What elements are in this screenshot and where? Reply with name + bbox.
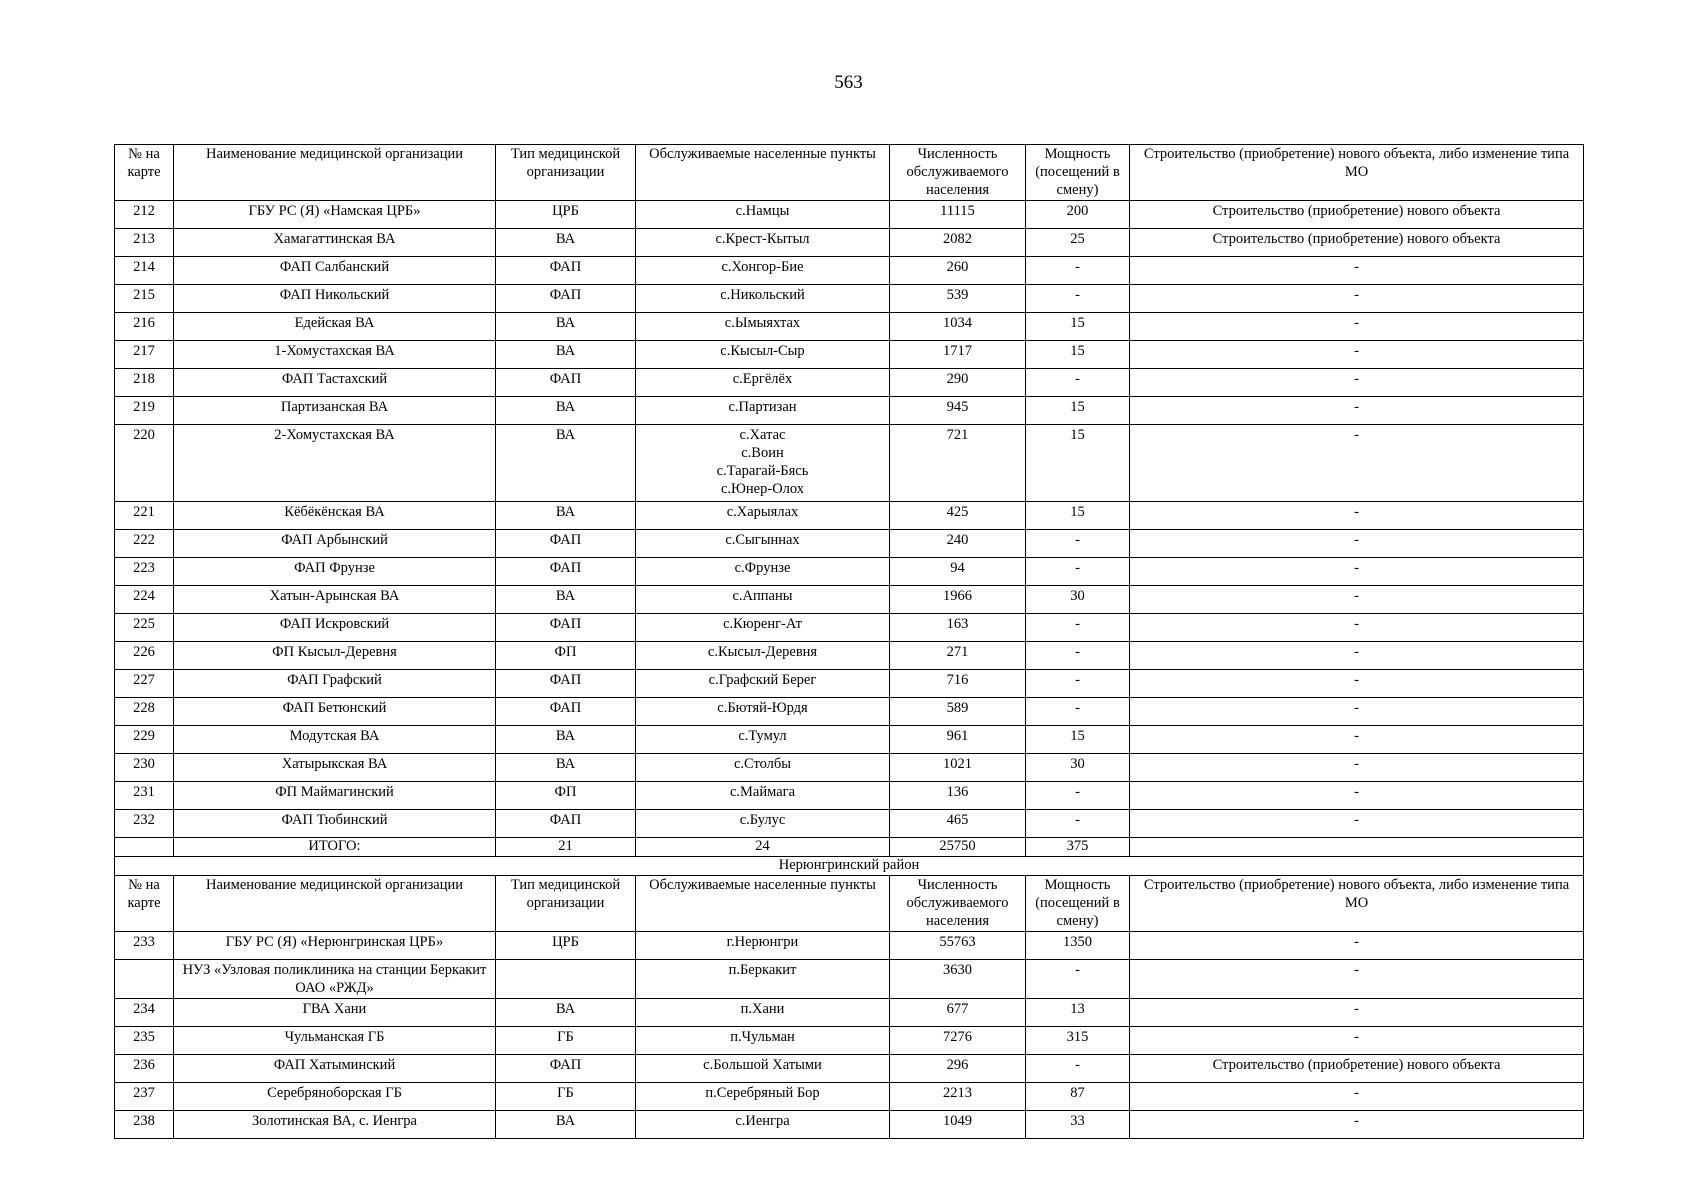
cell-num: 221 xyxy=(115,502,174,530)
settlement-name: п.Хани xyxy=(740,1001,785,1017)
settlement-name: с.Никольский xyxy=(720,287,805,303)
cell-construction: - xyxy=(1130,810,1584,838)
table-row xyxy=(115,530,1584,558)
cell-settlements xyxy=(636,341,890,369)
cell-name: 2-Хомустахская ВА xyxy=(174,425,496,502)
cell-construction: - xyxy=(1130,754,1584,782)
cell-capacity: 30 xyxy=(1026,754,1130,782)
cell-construction: - xyxy=(1130,257,1584,285)
cell-settlements xyxy=(636,1027,890,1055)
cell-type: ЦРБ xyxy=(496,932,636,960)
cell-settlements xyxy=(636,810,890,838)
cell-num: 231 xyxy=(115,782,174,810)
cell-name: ФАП Фрунзе xyxy=(174,558,496,586)
cell-construction: - xyxy=(1130,1027,1584,1055)
cell-name: ФАП Арбынский xyxy=(174,530,496,558)
cell-name: ГВА Хани xyxy=(174,999,496,1027)
cell-settlements xyxy=(636,726,890,754)
cell-settlements xyxy=(636,201,890,229)
cell-num: 220 xyxy=(115,425,174,502)
cell-type: ЦРБ xyxy=(496,201,636,229)
cell-settlements xyxy=(636,558,890,586)
cell-construction: Строительство (приобретение) нового объекта xyxy=(1130,1055,1584,1083)
cell-population: 1034 xyxy=(890,313,1026,341)
cell-type: ФАП xyxy=(496,558,636,586)
cell-type: ВА xyxy=(496,754,636,782)
settlement-name: с.Тумул xyxy=(738,728,787,744)
cell-num: 215 xyxy=(115,285,174,313)
cell-capacity: - xyxy=(1026,285,1130,313)
table-row xyxy=(115,960,1584,999)
cell-construction: - xyxy=(1130,530,1584,558)
table-row xyxy=(115,201,1584,229)
cell-population: 465 xyxy=(890,810,1026,838)
cell-construction: Строительство (приобретение) нового объекта xyxy=(1130,201,1584,229)
table-row xyxy=(115,397,1584,425)
cell-capacity: - xyxy=(1026,369,1130,397)
total-capacity: 375 xyxy=(1026,838,1130,857)
settlement-name: с.Маймага xyxy=(729,784,796,800)
settlement-name: с.Ергёлёх xyxy=(732,371,793,387)
cell-name: ФАП Никольский xyxy=(174,285,496,313)
cell-settlements xyxy=(636,586,890,614)
cell-num: 225 xyxy=(115,614,174,642)
cell-num xyxy=(115,838,174,857)
settlement-name: п.Чульман xyxy=(730,1029,795,1045)
cell-construction: - xyxy=(1130,698,1584,726)
table-row xyxy=(115,810,1584,838)
cell-population: 589 xyxy=(890,698,1026,726)
cell-capacity: 15 xyxy=(1026,502,1130,530)
cell-num: 236 xyxy=(115,1055,174,1083)
settlement-name: с.Партизан xyxy=(728,399,797,415)
cell-population: 716 xyxy=(890,670,1026,698)
cell-population: 945 xyxy=(890,397,1026,425)
table-row xyxy=(115,558,1584,586)
settlement-name: с.Хатас xyxy=(739,427,786,443)
header-construction: Строительство (приобретение) нового объекта, либо изменение типа МО xyxy=(1130,876,1584,932)
cell-capacity: 13 xyxy=(1026,999,1130,1027)
table-row xyxy=(115,754,1584,782)
cell-construction: - xyxy=(1130,642,1584,670)
cell-population: 11115 xyxy=(890,201,1026,229)
header-capacity: Мощность (посещений в смену) xyxy=(1026,876,1130,932)
cell-construction: - xyxy=(1130,1083,1584,1111)
cell-capacity: 315 xyxy=(1026,1027,1130,1055)
cell-construction: - xyxy=(1130,614,1584,642)
cell-population: 1049 xyxy=(890,1111,1026,1139)
cell-capacity: - xyxy=(1026,1055,1130,1083)
cell-capacity: 15 xyxy=(1026,341,1130,369)
cell-name: ГБУ РС (Я) «Намская ЦРБ» xyxy=(174,201,496,229)
cell-capacity: - xyxy=(1026,960,1130,999)
cell-num: 230 xyxy=(115,754,174,782)
cell-population: 1021 xyxy=(890,754,1026,782)
cell-population: 721 xyxy=(890,425,1026,502)
cell-population: 425 xyxy=(890,502,1026,530)
cell-type: ВА xyxy=(496,726,636,754)
cell-type: ФАП xyxy=(496,1055,636,1083)
table-row xyxy=(115,999,1584,1027)
cell-settlements xyxy=(636,397,890,425)
cell-num: 214 xyxy=(115,257,174,285)
table-row xyxy=(115,1111,1584,1139)
cell-settlements xyxy=(636,285,890,313)
cell-capacity: - xyxy=(1026,810,1130,838)
cell-num: 224 xyxy=(115,586,174,614)
cell-construction: - xyxy=(1130,313,1584,341)
cell-population: 7276 xyxy=(890,1027,1026,1055)
cell-type: ФАП xyxy=(496,698,636,726)
settlement-name: с.Иенгра xyxy=(735,1113,790,1129)
header-num: № на карте xyxy=(115,145,174,201)
header-population: Численность обслуживаемого населения xyxy=(890,145,1026,201)
settlement-name: с.Воин xyxy=(741,445,784,461)
total-row xyxy=(115,838,1584,857)
cell-type: ФП xyxy=(496,642,636,670)
cell-num: 234 xyxy=(115,999,174,1027)
settlement-name: с.Бютяй-Юрдя xyxy=(717,700,808,716)
cell-population: 2082 xyxy=(890,229,1026,257)
total-population: 25750 xyxy=(890,838,1026,857)
cell-settlements xyxy=(636,999,890,1027)
cell-name: ФП Кысыл-Деревня xyxy=(174,642,496,670)
table-row xyxy=(115,614,1584,642)
cell-settlements xyxy=(636,530,890,558)
settlement-name: с.Намцы xyxy=(735,203,790,219)
settlement-name: с.Хонгор-Бие xyxy=(721,259,804,275)
cell-settlements xyxy=(636,698,890,726)
cell-construction: - xyxy=(1130,285,1584,313)
settlement-name: с.Сыгыннах xyxy=(725,532,800,548)
cell-type: ВА xyxy=(496,229,636,257)
cell-construction: - xyxy=(1130,782,1584,810)
cell-construction: - xyxy=(1130,932,1584,960)
table-row xyxy=(115,285,1584,313)
cell-population: 136 xyxy=(890,782,1026,810)
cell-type: ВА xyxy=(496,586,636,614)
cell-settlements xyxy=(636,670,890,698)
cell-capacity: 1350 xyxy=(1026,932,1130,960)
settlement-name: с.Фрунзе xyxy=(734,560,791,576)
header-num: № на карте xyxy=(115,876,174,932)
cell-type: ВА xyxy=(496,341,636,369)
table-row xyxy=(115,782,1584,810)
cell-type: ВА xyxy=(496,425,636,502)
cell-capacity: 33 xyxy=(1026,1111,1130,1139)
cell-settlements xyxy=(636,229,890,257)
page-number: 563 xyxy=(834,72,863,93)
cell-type: ФАП xyxy=(496,257,636,285)
cell-construction: - xyxy=(1130,670,1584,698)
district-title: Нерюнгринский район xyxy=(115,857,1584,876)
table-row xyxy=(115,341,1584,369)
table-row xyxy=(115,670,1584,698)
cell-name: ФП Маймагинский xyxy=(174,782,496,810)
table-row xyxy=(115,502,1584,530)
cell-construction: - xyxy=(1130,1111,1584,1139)
cell-name: ФАП Салбанский xyxy=(174,257,496,285)
cell-type: ФАП xyxy=(496,369,636,397)
cell-type: ФАП xyxy=(496,530,636,558)
settlement-name: п.Беркакит xyxy=(728,962,797,978)
header-population: Численность обслуживаемого населения xyxy=(890,876,1026,932)
cell-num: 233 xyxy=(115,932,174,960)
cell-construction: - xyxy=(1130,502,1584,530)
cell-capacity: - xyxy=(1026,257,1130,285)
table-row xyxy=(115,313,1584,341)
settlement-name: с.Тарагай-Бясь xyxy=(716,463,809,479)
table-row xyxy=(115,229,1584,257)
table-row xyxy=(115,932,1584,960)
total-label: ИТОГО: xyxy=(174,838,496,857)
cell-name: ФАП Бетюнский xyxy=(174,698,496,726)
settlement-name: п.Серебряный Бор xyxy=(705,1085,820,1101)
cell-capacity: - xyxy=(1026,614,1130,642)
table-row xyxy=(115,698,1584,726)
cell-num: 219 xyxy=(115,397,174,425)
cell-population: 296 xyxy=(890,1055,1026,1083)
cell-type: ФАП xyxy=(496,810,636,838)
cell-num: 226 xyxy=(115,642,174,670)
cell-name: Хатырыкская ВА xyxy=(174,754,496,782)
settlement-name: с.Аппаны xyxy=(732,588,793,604)
cell-capacity: 15 xyxy=(1026,425,1130,502)
settlement-name: с.Столбы xyxy=(733,756,792,772)
cell-construction: Строительство (приобретение) нового объекта xyxy=(1130,229,1584,257)
settlement-name: с.Большой Хатыми xyxy=(703,1057,822,1073)
cell-type: ВА xyxy=(496,313,636,341)
cell-num: 229 xyxy=(115,726,174,754)
cell-construction: - xyxy=(1130,999,1584,1027)
cell-settlements xyxy=(636,614,890,642)
table-body xyxy=(115,145,1584,1139)
cell-settlements xyxy=(636,313,890,341)
cell-population: 3630 xyxy=(890,960,1026,999)
cell-population: 961 xyxy=(890,726,1026,754)
cell-type xyxy=(496,960,636,999)
cell-settlements xyxy=(636,1111,890,1139)
cell-name: ФАП Искровский xyxy=(174,614,496,642)
cell-settlements xyxy=(636,425,890,502)
cell-settlements xyxy=(636,257,890,285)
district-row xyxy=(115,857,1584,876)
cell-type: ФАП xyxy=(496,285,636,313)
cell-type: ФАП xyxy=(496,614,636,642)
header-capacity: Мощность (посещений в смену) xyxy=(1026,145,1130,201)
cell-settlements xyxy=(636,932,890,960)
total-settlements: 24 xyxy=(636,838,890,857)
cell-capacity: 15 xyxy=(1026,397,1130,425)
cell-population: 240 xyxy=(890,530,1026,558)
cell-settlements xyxy=(636,960,890,999)
cell-settlements xyxy=(636,754,890,782)
cell-num: 218 xyxy=(115,369,174,397)
cell-name: НУЗ «Узловая поликлиника на станции Беркакит ОАО «РЖД» xyxy=(174,960,496,999)
cell-settlements xyxy=(636,502,890,530)
cell-num: 217 xyxy=(115,341,174,369)
cell-population: 290 xyxy=(890,369,1026,397)
cell-capacity: - xyxy=(1026,670,1130,698)
cell-population: 2213 xyxy=(890,1083,1026,1111)
header-row xyxy=(115,145,1584,201)
cell-num: 223 xyxy=(115,558,174,586)
cell-capacity: 200 xyxy=(1026,201,1130,229)
cell-capacity: - xyxy=(1026,782,1130,810)
cell-capacity: 15 xyxy=(1026,313,1130,341)
cell-population: 539 xyxy=(890,285,1026,313)
cell-population: 677 xyxy=(890,999,1026,1027)
cell-name: ФАП Тюбинский xyxy=(174,810,496,838)
cell-capacity: - xyxy=(1026,530,1130,558)
cell-name: Чульманская ГБ xyxy=(174,1027,496,1055)
cell-population: 94 xyxy=(890,558,1026,586)
cell-name: Хамагаттинская ВА xyxy=(174,229,496,257)
cell-construction: - xyxy=(1130,726,1584,754)
header-type: Тип медицинской организации xyxy=(496,876,636,932)
cell-construction: - xyxy=(1130,960,1584,999)
cell-num: 228 xyxy=(115,698,174,726)
header-type: Тип медицинской организации xyxy=(496,145,636,201)
settlement-name: с.Кюренг-Ат xyxy=(723,616,802,632)
cell-name: Едейская ВА xyxy=(174,313,496,341)
table-row xyxy=(115,586,1584,614)
header-settlements: Обслуживаемые населенные пункты xyxy=(636,145,890,201)
cell-population: 163 xyxy=(890,614,1026,642)
table-row xyxy=(115,1055,1584,1083)
cell-capacity: 87 xyxy=(1026,1083,1130,1111)
cell-num: 237 xyxy=(115,1083,174,1111)
cell-settlements xyxy=(636,1055,890,1083)
cell-settlements xyxy=(636,782,890,810)
cell-type: ВА xyxy=(496,502,636,530)
table-row xyxy=(115,642,1584,670)
cell-population: 1966 xyxy=(890,586,1026,614)
settlement-name: с.Кысыл-Сыр xyxy=(720,343,805,359)
cell-settlements xyxy=(636,642,890,670)
cell-population: 1717 xyxy=(890,341,1026,369)
cell-population: 271 xyxy=(890,642,1026,670)
cell-num: 212 xyxy=(115,201,174,229)
table-row xyxy=(115,726,1584,754)
cell-construction: - xyxy=(1130,586,1584,614)
cell-construction: - xyxy=(1130,425,1584,502)
cell-name: Партизанская ВА xyxy=(174,397,496,425)
cell-name: ФАП Хатыминский xyxy=(174,1055,496,1083)
cell-type: ФАП xyxy=(496,670,636,698)
cell-capacity: 15 xyxy=(1026,726,1130,754)
cell-capacity: - xyxy=(1026,698,1130,726)
cell-construction: - xyxy=(1130,369,1584,397)
settlement-name: с.Кысыл-Деревня xyxy=(707,644,818,660)
table-row xyxy=(115,1083,1584,1111)
header-name: Наименование медицинской организации xyxy=(174,145,496,201)
settlement-name: с.Булус xyxy=(739,812,786,828)
cell-num xyxy=(115,960,174,999)
cell-name: Серебряноборская ГБ xyxy=(174,1083,496,1111)
settlement-name: г.Нерюнгри xyxy=(726,934,799,950)
settlement-name: с.Крест-Кытыл xyxy=(715,231,810,247)
table-row xyxy=(115,1027,1584,1055)
cell-num: 213 xyxy=(115,229,174,257)
cell-construction: - xyxy=(1130,341,1584,369)
cell-name: 1-Хомустахская ВА xyxy=(174,341,496,369)
cell-construction: - xyxy=(1130,397,1584,425)
table-row xyxy=(115,369,1584,397)
cell-type: ГБ xyxy=(496,1083,636,1111)
cell-name: Хатын-Арынская ВА xyxy=(174,586,496,614)
cell-type: ГБ xyxy=(496,1027,636,1055)
cell-name: ФАП Графский xyxy=(174,670,496,698)
cell-capacity: 30 xyxy=(1026,586,1130,614)
cell-settlements xyxy=(636,369,890,397)
cell-construction xyxy=(1130,838,1584,857)
settlement-name: с.Харыялах xyxy=(726,504,799,520)
cell-name: ФАП Тастахский xyxy=(174,369,496,397)
cell-population: 260 xyxy=(890,257,1026,285)
cell-num: 222 xyxy=(115,530,174,558)
cell-name: ГБУ РС (Я) «Нерюнгринская ЦРБ» xyxy=(174,932,496,960)
header-construction: Строительство (приобретение) нового объекта, либо изменение типа МО xyxy=(1130,145,1584,201)
cell-num: 232 xyxy=(115,810,174,838)
cell-type: ВА xyxy=(496,397,636,425)
settlement-name: с.Юнер-Олох xyxy=(720,481,805,497)
cell-capacity: - xyxy=(1026,558,1130,586)
cell-population: 55763 xyxy=(890,932,1026,960)
cell-construction: - xyxy=(1130,558,1584,586)
cell-type: ВА xyxy=(496,1111,636,1139)
table-row xyxy=(115,425,1584,502)
cell-num: 216 xyxy=(115,313,174,341)
total-type: 21 xyxy=(496,838,636,857)
cell-type: ФП xyxy=(496,782,636,810)
header-name: Наименование медицинской организации xyxy=(174,876,496,932)
settlement-name: с.Ымыяхтах xyxy=(724,315,801,331)
cell-capacity: - xyxy=(1026,642,1130,670)
cell-name: Модутская ВА xyxy=(174,726,496,754)
cell-name: Золотинская ВА, с. Иенгра xyxy=(174,1111,496,1139)
cell-name: Кёбёкёнская ВА xyxy=(174,502,496,530)
cell-num: 235 xyxy=(115,1027,174,1055)
cell-capacity: 25 xyxy=(1026,229,1130,257)
cell-type: ВА xyxy=(496,999,636,1027)
header-row-repeat xyxy=(115,876,1584,932)
cell-num: 227 xyxy=(115,670,174,698)
settlement-name: с.Графский Берег xyxy=(708,672,817,688)
table-row xyxy=(115,257,1584,285)
cell-num: 238 xyxy=(115,1111,174,1139)
header-settlements: Обслуживаемые населенные пункты xyxy=(636,876,890,932)
medical-organizations-table xyxy=(114,144,1584,1139)
cell-settlements xyxy=(636,1083,890,1111)
